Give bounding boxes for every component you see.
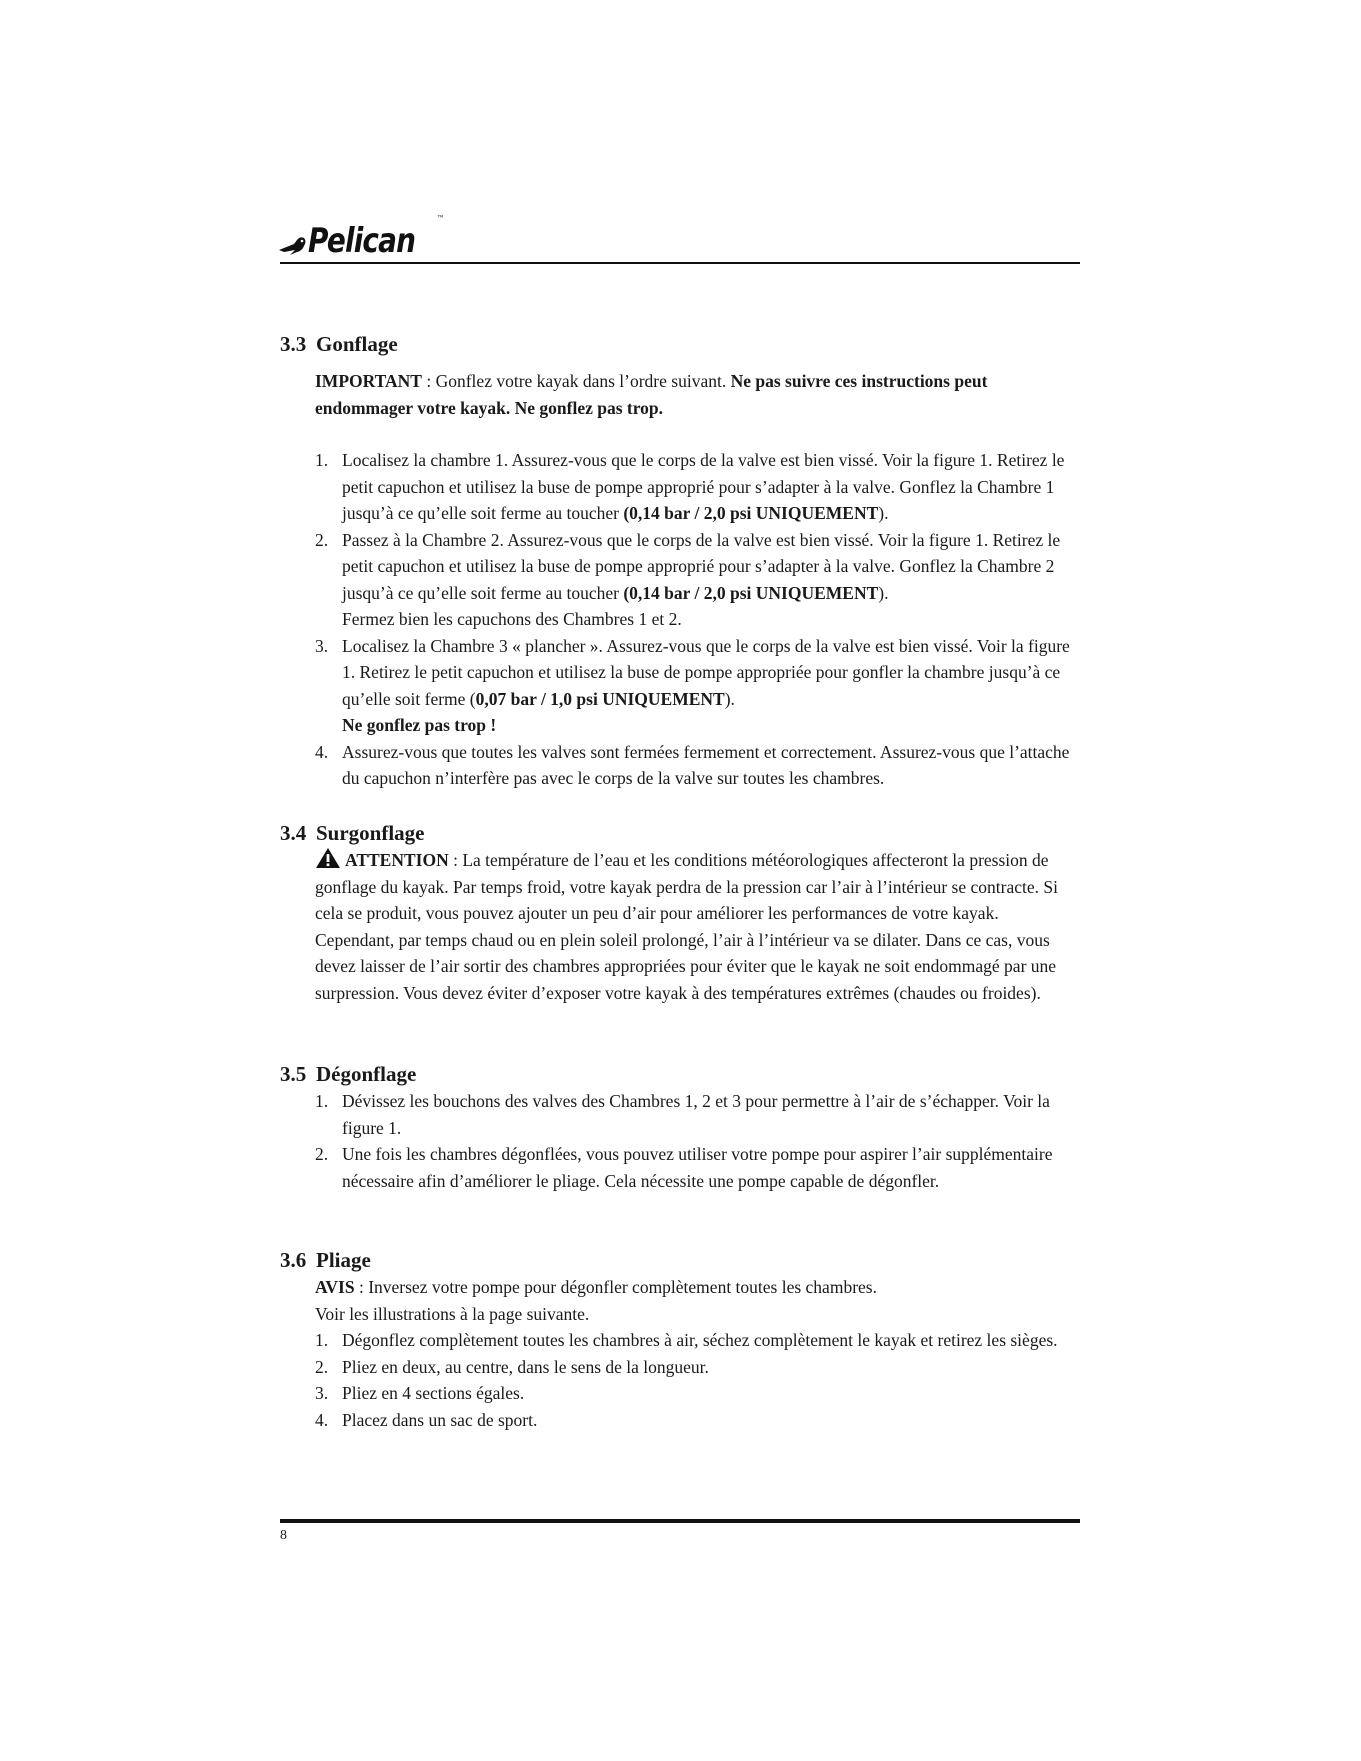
- attention-label: ATTENTION: [345, 850, 449, 870]
- step-text: Dévissez les bouchons des valves des Chambres 1, 2 et 3 pour permettre à l’air de s’échapper. Voir la figure 1.: [342, 1091, 1050, 1138]
- see-illustrations-text: Voir les illustrations à la page suivante.: [315, 1303, 590, 1324]
- page-number: 8: [280, 1528, 287, 1543]
- step-text: Assurez-vous que toutes les valves sont fermées fermement et correctement. Assurez-vous que l’attache du capuchon n’interfère pas avec le corps de la valve sur toutes les chambres.: [342, 741, 1070, 788]
- step-text-end: ).: [878, 503, 889, 523]
- section-heading: Gonflage: [316, 332, 398, 356]
- notice-note: [315, 1274, 1060, 1327]
- pressure-value: (0,14 bar / 2,0 psi UNIQUEMENT: [623, 582, 879, 603]
- list-item: [315, 1407, 1075, 1434]
- section-number: 3.5: [280, 1062, 307, 1086]
- list-number: 1.: [315, 450, 329, 470]
- list-item: [315, 1141, 1075, 1194]
- brand-name: Pelican: [308, 221, 416, 261]
- pelican-bird-icon: [278, 230, 312, 258]
- step-text: Passez à la Chambre 2. Assurez-vous que le corps de la valve est bien vissé. Voir la figure 1. Retirez le petit capuchon et utilisez la buse de pompe approprié pour s’adapter à la valve. Gonflez la Chambre 2 jusqu’à ce qu’elle soit ferme au toucher: [342, 529, 1061, 603]
- footer-rule: [280, 1519, 1080, 1523]
- list-number: 2.: [315, 1144, 329, 1164]
- section-title-3-4: [280, 820, 425, 846]
- section-number: 3.4: [280, 821, 307, 845]
- deflation-steps: [315, 1088, 1075, 1194]
- folding-steps: [315, 1327, 1075, 1433]
- section-title-3-5: [280, 1061, 416, 1087]
- trademark-mark: ™: [436, 214, 445, 223]
- list-number: 2.: [315, 1356, 329, 1377]
- step-text: Pliez en deux, au centre, dans le sens de la longueur.: [342, 1356, 709, 1377]
- important-note: [315, 368, 1060, 421]
- step-text: Une fois les chambres dégonflées, vous pouvez utiliser votre pompe pour aspirer l’air supplémentaire nécessaire afin d’améliorer le pliage. Cela nécessite une pompe capable de dégonfler.: [342, 1144, 1053, 1191]
- list-item: [315, 1354, 1075, 1381]
- warning-triangle-icon: [315, 847, 341, 869]
- list-number: 4.: [315, 741, 329, 762]
- section-heading: Surgonflage: [316, 821, 425, 845]
- list-number: 3.: [315, 1383, 329, 1403]
- step-text: Localisez la chambre 1. Assurez-vous que le corps de la valve est bien vissé. Voir la figure 1. Retirez le petit capuchon et utilisez la buse de pompe approprié pour s’adapter à la valve. Gonflez la Chambre 1 jusqu’à ce qu’elle soit ferme au toucher: [342, 450, 1065, 523]
- step-text-end: ).: [878, 582, 889, 603]
- pressure-value: (0,14 bar / 2,0 psi UNIQUEMENT: [623, 503, 879, 523]
- section-number: 3.6: [280, 1248, 307, 1272]
- list-item: [315, 447, 1075, 527]
- list-item: [315, 1380, 1075, 1407]
- pressure-value: 0,07 bar / 1,0 psi UNIQUEMENT: [475, 688, 725, 709]
- list-item: [315, 739, 1075, 792]
- inflation-steps: [315, 447, 1075, 792]
- list-item: [315, 527, 1075, 633]
- list-item: [315, 1327, 1075, 1354]
- step-text: Pliez en 4 sections égales.: [342, 1383, 525, 1403]
- list-number: 2.: [315, 529, 329, 550]
- attention-note: [315, 847, 1060, 1006]
- important-label: IMPORTANT: [315, 371, 422, 391]
- list-number: 4.: [315, 1409, 329, 1430]
- step-text-end: ).: [724, 688, 735, 709]
- list-number: 1.: [315, 1330, 329, 1350]
- notice-label: AVIS: [315, 1277, 355, 1297]
- step-text: Placez dans un sac de sport.: [342, 1409, 538, 1430]
- list-number: 3.: [315, 635, 329, 656]
- section-heading: Dégonflage: [316, 1062, 417, 1086]
- section-title-3-3: [280, 331, 398, 357]
- step-text: Dégonflez complètement toutes les chambres à air, séchez complètement le kayak et retirez les sièges.: [342, 1330, 1058, 1350]
- important-warning: Ne pas suivre ces instructions peut endommager votre kayak. Ne gonflez pas trop.: [315, 371, 988, 418]
- header-rule: [280, 262, 1080, 264]
- step-warning: Ne gonflez pas trop !: [342, 715, 497, 735]
- list-number: 1.: [315, 1091, 329, 1111]
- important-text: : Gonflez votre kayak dans l’ordre suivant.: [421, 371, 731, 391]
- list-item: [315, 633, 1075, 739]
- section-number: 3.3: [280, 332, 307, 356]
- list-item: [315, 1088, 1075, 1141]
- section-title-3-6: [280, 1247, 371, 1273]
- step-text: Localisez la Chambre 3 « plancher ». Assurez-vous que le corps de la valve est bien vissé. Voir la figure 1. Retirez le petit capuchon et utilisez la buse de pompe appropriée pour gonfler la chambre jusqu’à ce qu’elle soit ferme (: [342, 635, 1070, 709]
- attention-text: : La température de l’eau et les conditions météorologiques affecteront la pression de gonflage du kayak. Par temps froid, votre kayak perdra de la pression car l’air à l’intérieur se contracte. Si cela se produit, vous pouvez ajouter un peu d’air pour améliorer les performances de votre kayak. Cependant, par temps chaud ou en plein soleil prolongé, l’air à l’intérieur va se dilater. Dans ce cas, vous devez laisser de l’air sortir des chambres appropriées pour éviter que le kayak ne soit endommagé par une surpression. Vous devez éviter d’exposer votre kayak à des températures extrêmes (chaudes ou froides).: [315, 850, 1058, 1003]
- section-heading: Pliage: [316, 1248, 371, 1272]
- step-text-extra: Fermez bien les capuchons des Chambres 1 et 2.: [342, 609, 682, 629]
- notice-text: : Inversez votre pompe pour dégonfler complètement toutes les chambres.: [354, 1277, 877, 1297]
- pelican-logo: [278, 214, 445, 261]
